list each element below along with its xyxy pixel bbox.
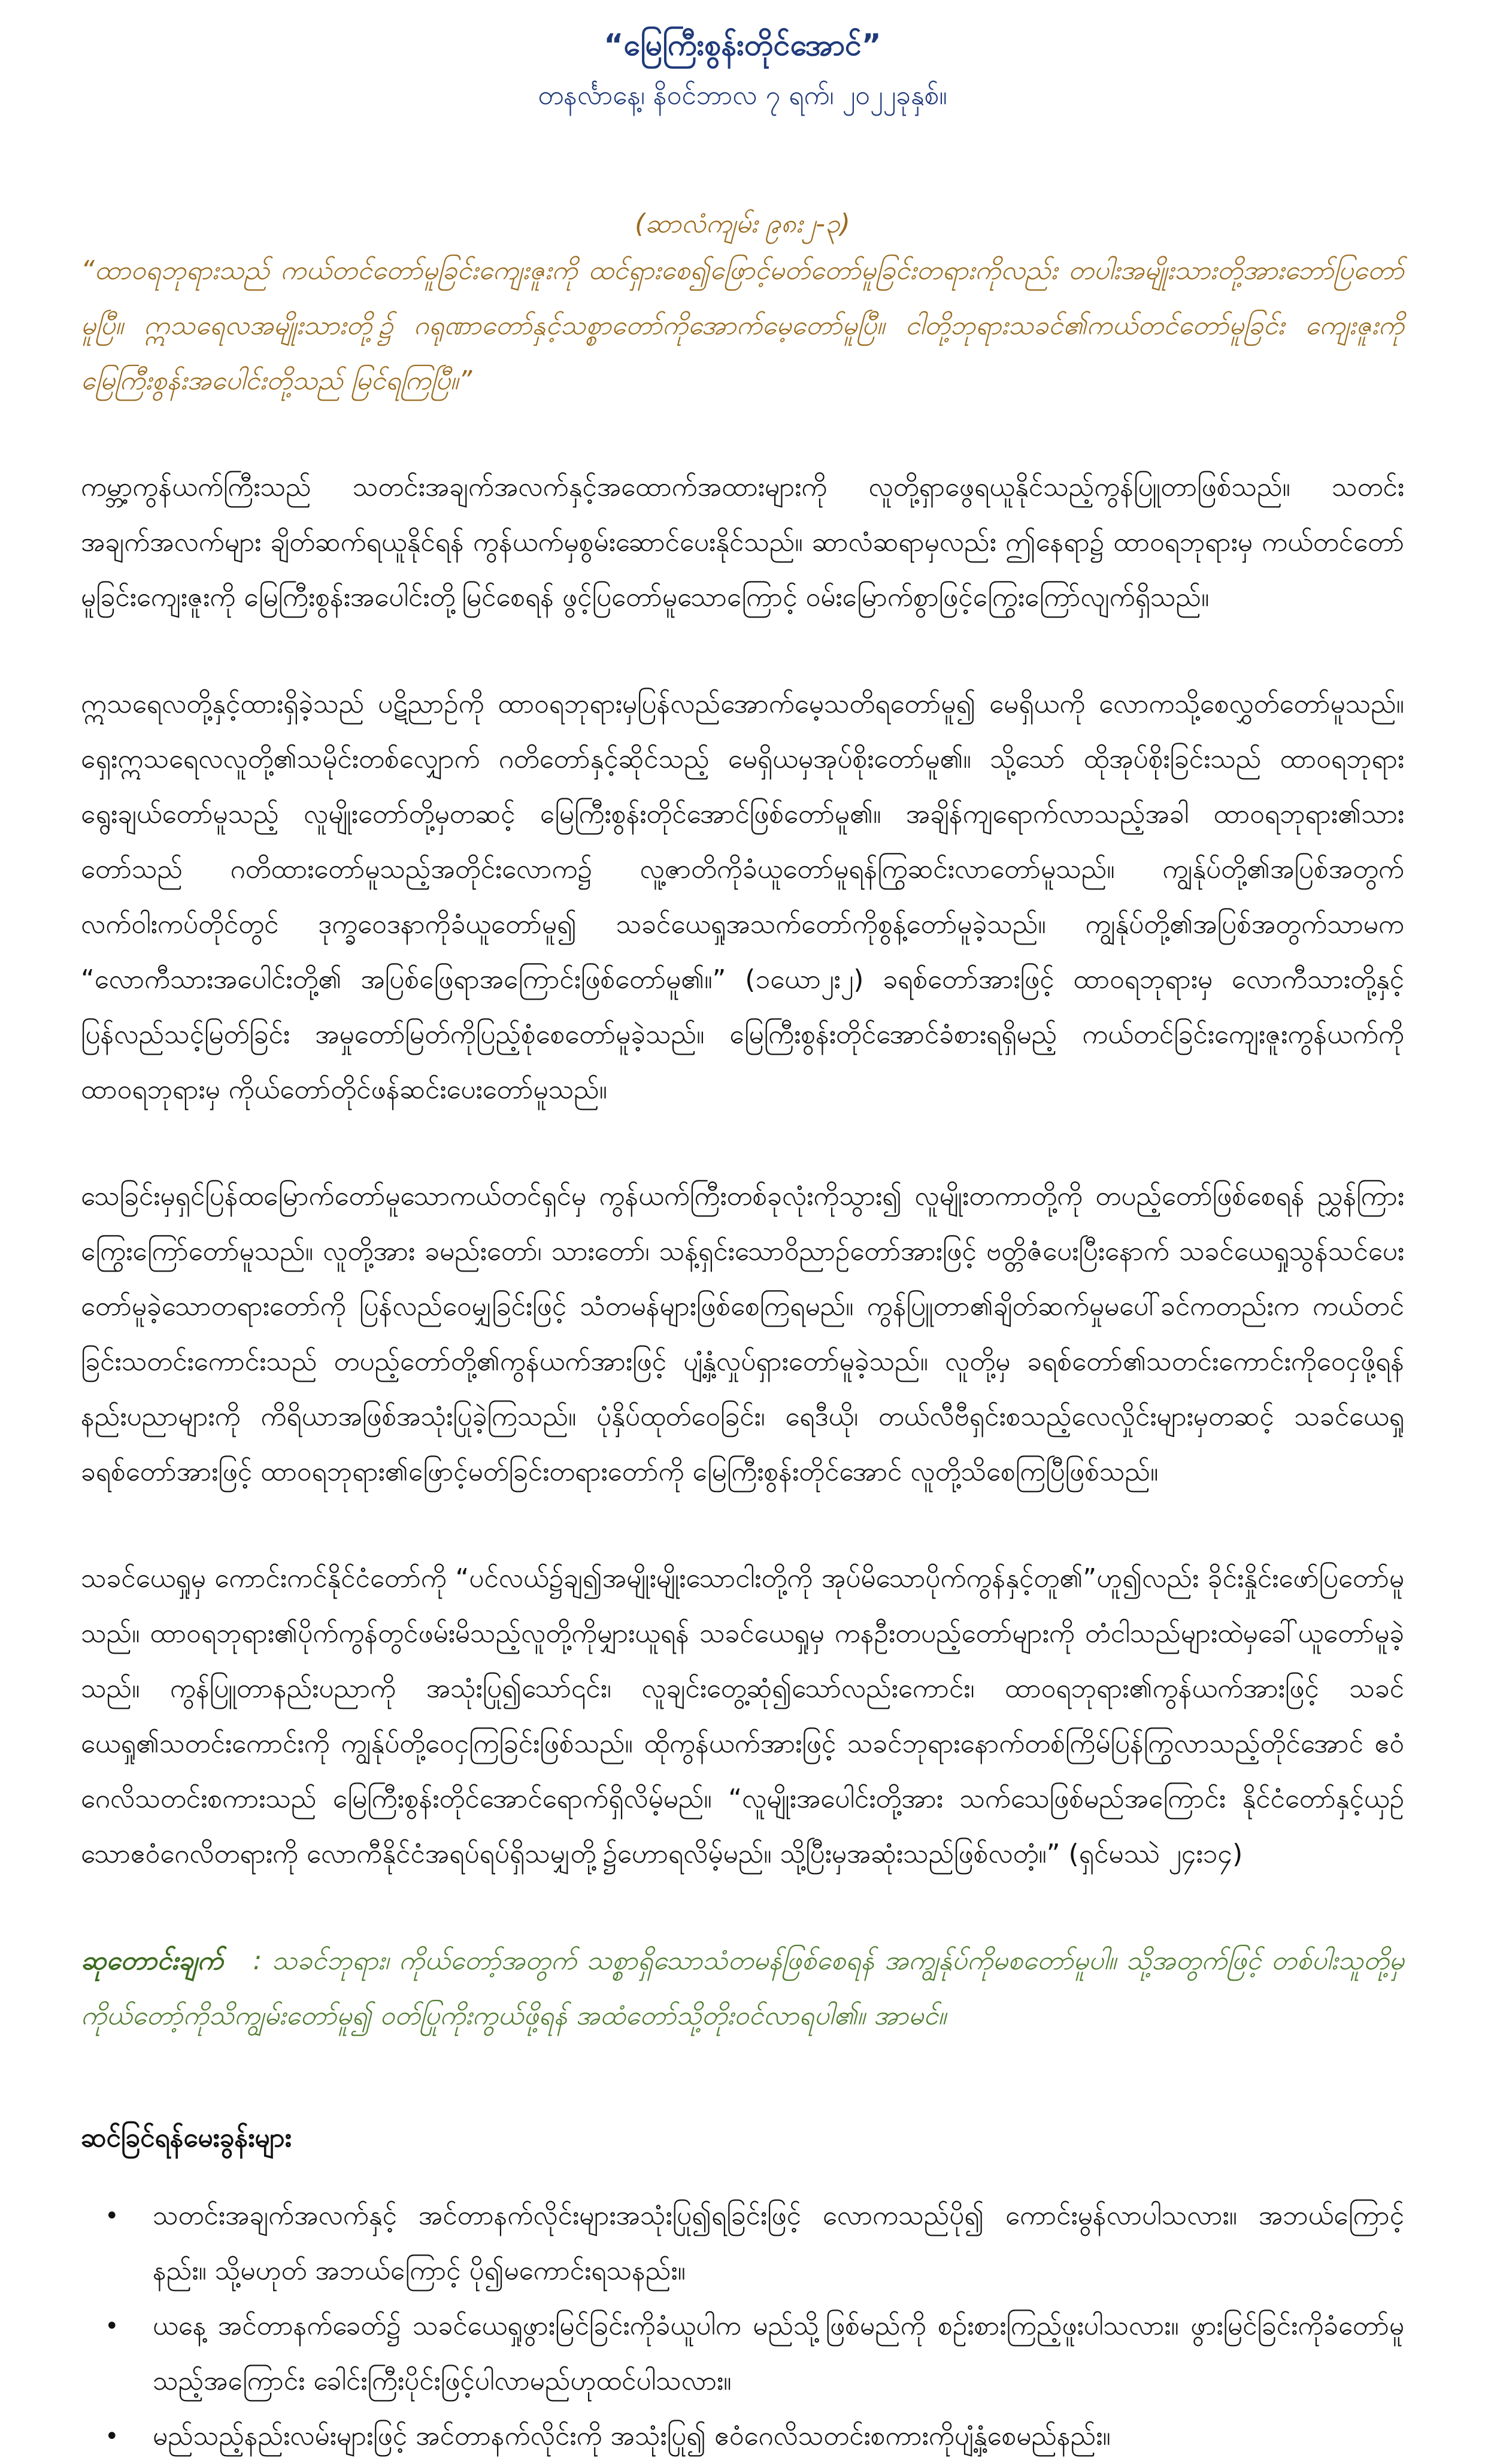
question-text: မည်သည့်နည်းလမ်းများဖြင့် အင်တာနက်လိုင်းကို အသုံးပြု၍ ဧဝံဂေလိသတင်းစကားကိုပျံ့နှံ့စေမည်နည်း။ xyxy=(153,2421,1111,2451)
prayer-label: ဆုတောင်းချက် xyxy=(81,1945,223,1976)
body-paragraph-4: သခင်ယေရှုမှ ကောင်းကင်နိုင်ငံတော်ကို “ပင်လယ်၌ချ၍အမျိုးမျိုးသောငါးတို့ကို အုပ်မိသောပိုက်ကွန်နှင့်တူ၏”ဟူ၍လည်း ခိုင်းနှိုင်းဖော်ပြတော်မူသည်။ ထာဝရဘုရား၏ပိုက်ကွန်တွင်ဖမ်းမိသည့်လူတို့ကိုမျှားယူရန် သခင်ယေရှုမှ ကနဦးတပည့်တော်များကို တံငါသည်များထဲမှခေါ်ယူတော်မူခဲ့သည်။ ကွန်ပြူတာနည်းပညာကို အသုံးပြု၍သော်၎င်း၊ လူချင်းတွေ့ဆုံ၍သော်လည်းကောင်း၊ ထာဝရဘုရား၏ကွန်ယက်အားဖြင့် သခင်ယေရှု၏သတင်းကောင်းကို ကျွန်ုပ်တို့ဝေငှကြခြင်းဖြစ်သည်။ ထိုကွန်ယက်အားဖြင့် သခင်ဘုရားနောက်တစ်ကြိမ်ပြန်ကြွလာသည့်တိုင်အောင် ဧဝံဂေလိသတင်းစကားသည် မြေကြီးစွန်းတိုင်အောင်ရောက်ရှိလိမ့်မည်။ “လူမျိုးအပေါင်းတို့အား သက်သေဖြစ်မည်အကြောင်း နိုင်ငံတော်နှင့်ယှဉ်သောဧဝံဂေလိတရားကို လောကီနိုင်ငံအရပ်ရပ်ရှိသမျှတို့၌ဟောရလိမ့်မည်။ သို့ပြီးမှအဆုံးသည်ဖြစ်လတံ့။” (ရှင်မဿဲ ၂၄း၁၄) xyxy=(81,1563,1404,1869)
bullet-icon: • xyxy=(105,2202,119,2230)
question-text: သတင်းအချက်အလက်နှင့် အင်တာနက်လိုင်းများအသုံးပြု၍ရခြင်းဖြင့် လောကသည်ပို၍ ကောင်းမွန်လာပါသလား။ အဘယ်ကြောင့်နည်း။ သို့မဟုတ် အဘယ်ကြောင့် ပို၍မကောင်းရသနည်း။ xyxy=(153,2200,1404,2286)
verse-text: “ထာဝရဘုရားသည် ကယ်တင်တော်မူခြင်းကျေးဇူးကို ထင်ရှားစေ၍ဖြောင့်မတ်တော်မူခြင်းတရားကိုလည်း တပါးအမျိုးသားတို့အားဘော်ပြတော်မူပြီ။ ဣသရေလအမျိုးသားတို့၌ ဂရုဏာတော်နှင့်သစ္စာတော်ကိုအောက်မေ့တော်မူပြီ။ ငါတို့ဘုရားသခင်၏ကယ်တင်တော်မူခြင်း ကျေးဇူးကိုမြေကြီးစွန်းအပေါင်းတို့သည် မြင်ရကြပြီ။” xyxy=(81,255,1404,396)
page-date: တနင်္လာနေ့၊ နိဝင်ဘာလ ၇ ရက်၊ ၂၀၂၂ခုနှစ်။ xyxy=(538,80,947,111)
body-paragraph-1: ကမ္ဘာ့ကွန်ယက်ကြီးသည် သတင်းအချက်အလက်နှင့်အထောက်အထားများကို လူတို့ရှာဖွေရယူနိုင်သည့်ကွန်ပြူတာဖြစ်သည်။ သတင်းအချက်အလက်များ ချိတ်ဆက်ရယူနိုင်ရန် ကွန်ယက်မှစွမ်းဆောင်ပေးနိုင်သည်။ ဆာလံဆရာမှလည်း ဤနေရာ၌ ထာဝရဘုရားမှ ကယ်တင်တော်မူခြင်းကျေးဇူးကို မြေကြီးစွန်းအပေါင်းတို့မြင်စေရန် ဖွင့်ပြတော်မူသောကြောင့် ဝမ်းမြောက်စွာဖြင့်ကြွေးကြော်လျက်ရှိသည်။ xyxy=(81,472,1404,613)
body-paragraph-3: သေခြင်းမှရှင်ပြန်ထမြောက်တော်မူသောကယ်တင်ရှင်မှ ကွန်ယက်ကြီးတစ်ခုလုံးကိုသွား၍ လူမျိုးတကာတို့ကို တပည့်တော်ဖြစ်စေရန် ညွှန်ကြားကြွေးကြော်တော်မူသည်။ လူတို့အား ခမည်းတော်၊ သားတော်၊ သန့်ရှင်းသောဝိညာဉ်တော်အားဖြင့် ဗတ္တိဇံပေးပြီးနောက် သခင်ယေရှုသွန်သင်ပေးတော်မူခဲ့သောတရားတော်ကို ပြန်လည်ဝေမျှခြင်းဖြင့် သံတမန်များဖြစ်စေကြရမည်။ ကွန်ပြူတာ၏ချိတ်ဆက်မှုမပေါ်ခင်ကတည်းက ကယ်တင်ခြင်းသတင်းကောင်းသည် တပည့်တော်တို့၏ကွန်ယက်အားဖြင့် ပျံ့နှံ့လှုပ်ရှားတော်မူခဲ့သည်။ လူတို့မှ ခရစ်တော်၏သတင်းကောင်းကိုဝေငှဖို့ရန် နည်းပညာများကို ကိရိယာအဖြစ်အသုံးပြုခဲ့ကြသည်။ ပုံနှိပ်ထုတ်ဝေခြင်း၊ ရေဒီယို၊ တယ်လီဗီရှင်းစသည့်လေလှိုင်းများမှတဆင့် သခင်ယေရှုခရစ်တော်အားဖြင့် ထာဝရဘုရား၏ဖြောင့်မတ်ခြင်းတရားတော်ကို မြေကြီးစွန်းတိုင်အောင် လူတို့သိစေကြပြီဖြစ်သည်။ xyxy=(81,1181,1404,1487)
questions-list xyxy=(81,2188,1404,2464)
bullet-icon: • xyxy=(105,2312,119,2340)
prayer-text: သခင်ဘုရား၊ ကိုယ်တော့်အတွက် သစ္စာရှိသောသံတမန်ဖြစ်စေရန် အကျွန်ုပ်ကိုမစတော်မူပါ။ သို့အတွက်ဖြင့် တစ်ပါးသူတို့မှ ကိုယ်တော့်ကိုသိကျွမ်းတော်မူ၍ ဝတ်ပြုကိုးကွယ်ဖို့ရန် အထံတော်သို့တိုးဝင်လာရပါ၏။ အာမင်။ xyxy=(81,1945,1404,2031)
body-paragraph-2: ဣသရေလတို့နှင့်ထားရှိခဲ့သည် ပဋိညာဉ်ကို ထာဝရဘုရားမှပြန်လည်အောက်မေ့သတိရတော်မူ၍ မေရှိယကို လောကသို့စေလွှတ်တော်မူသည်။ ရှေးဣသရေလလူတို့၏သမိုင်းတစ်လျှောက် ဂတိတော်နှင့်ဆိုင်သည့် မေရှိယမှအုပ်စိုးတော်မူ၏။ သို့သော် ထိုအုပ်စိုးခြင်းသည် ထာဝရဘုရားရွေးချယ်တော်မူသည့် လူမျိုးတော်တို့မှတဆင့် မြေကြီးစွန်းတိုင်အောင်ဖြစ်တော်မူ၏။ အချိန်ကျရောက်လာသည့်အခါ ထာဝရဘုရား၏သားတော်သည် ဂတိထားတော်မူသည့်အတိုင်းလောက၌ လူ့ဇာတိကိုခံယူတော်မူရန်ကြွဆင်းလာတော်မူသည်။ ကျွန်ုပ်တို့၏အပြစ်အတွက် လက်ဝါးကပ်တိုင်တွင် ဒုက္ခဝေဒနာကိုခံယူတော်မူ၍ သခင်ယေရှုအသက်တော်ကိုစွန့်တော်မူခဲ့သည်။ ကျွန်ုပ်တို့၏အပြစ်အတွက်သာမက “လောကီသားအပေါင်းတို့၏ အပြစ်ဖြေရာအကြောင်းဖြစ်တော်မူ၏။” (၁ယော၂း၂) ခရစ်တော်အားဖြင့် ထာဝရဘုရားမှ လောကီသားတို့နှင့်ပြန်လည်သင့်မြတ်ခြင်း အမှုတော်မြတ်ကိုပြည့်စုံစေတော်မူခဲ့သည်။ မြေကြီးစွန်းတိုင်အောင်ခံစားရရှိမည့် ကယ်တင်ခြင်းကျေးဇူးကွန်ယက်ကို ထာဝရဘုရားမှ ကိုယ်တော်တိုင်ဖန်ဆင်းပေးတော်မူသည်။ xyxy=(81,689,1404,1105)
prayer-separator: : xyxy=(253,1945,262,1976)
questions-heading: ဆင်ခြင်ရန်မေးခွန်းများ xyxy=(81,2123,292,2153)
verse-reference: (ဆာလံကျမ်း ၉၈း၂-၃) xyxy=(635,208,850,239)
prayer-block xyxy=(81,1933,1404,2044)
bullet-icon: • xyxy=(105,2423,119,2450)
question-item xyxy=(105,2299,1404,2409)
question-item xyxy=(105,2188,1404,2299)
page-title: “မြေကြီးစွန်းတိုင်အောင်” xyxy=(604,28,881,62)
question-item xyxy=(105,2409,1404,2464)
question-text: ယနေ့ အင်တာနက်ခေတ်၌ သခင်ယေရှုဖွားမြင်ခြင်းကိုခံယူပါက မည်သို့ဖြစ်မည်ကို စဉ်းစားကြည့်ဖူးပါသလား။ ဖွားမြင်ခြင်းကိုခံတော်မူသည့်အကြောင်း ခေါင်းကြီးပိုင်းဖြင့်ပါလာမည်ဟုထင်ပါသလား။ xyxy=(153,2311,1404,2396)
